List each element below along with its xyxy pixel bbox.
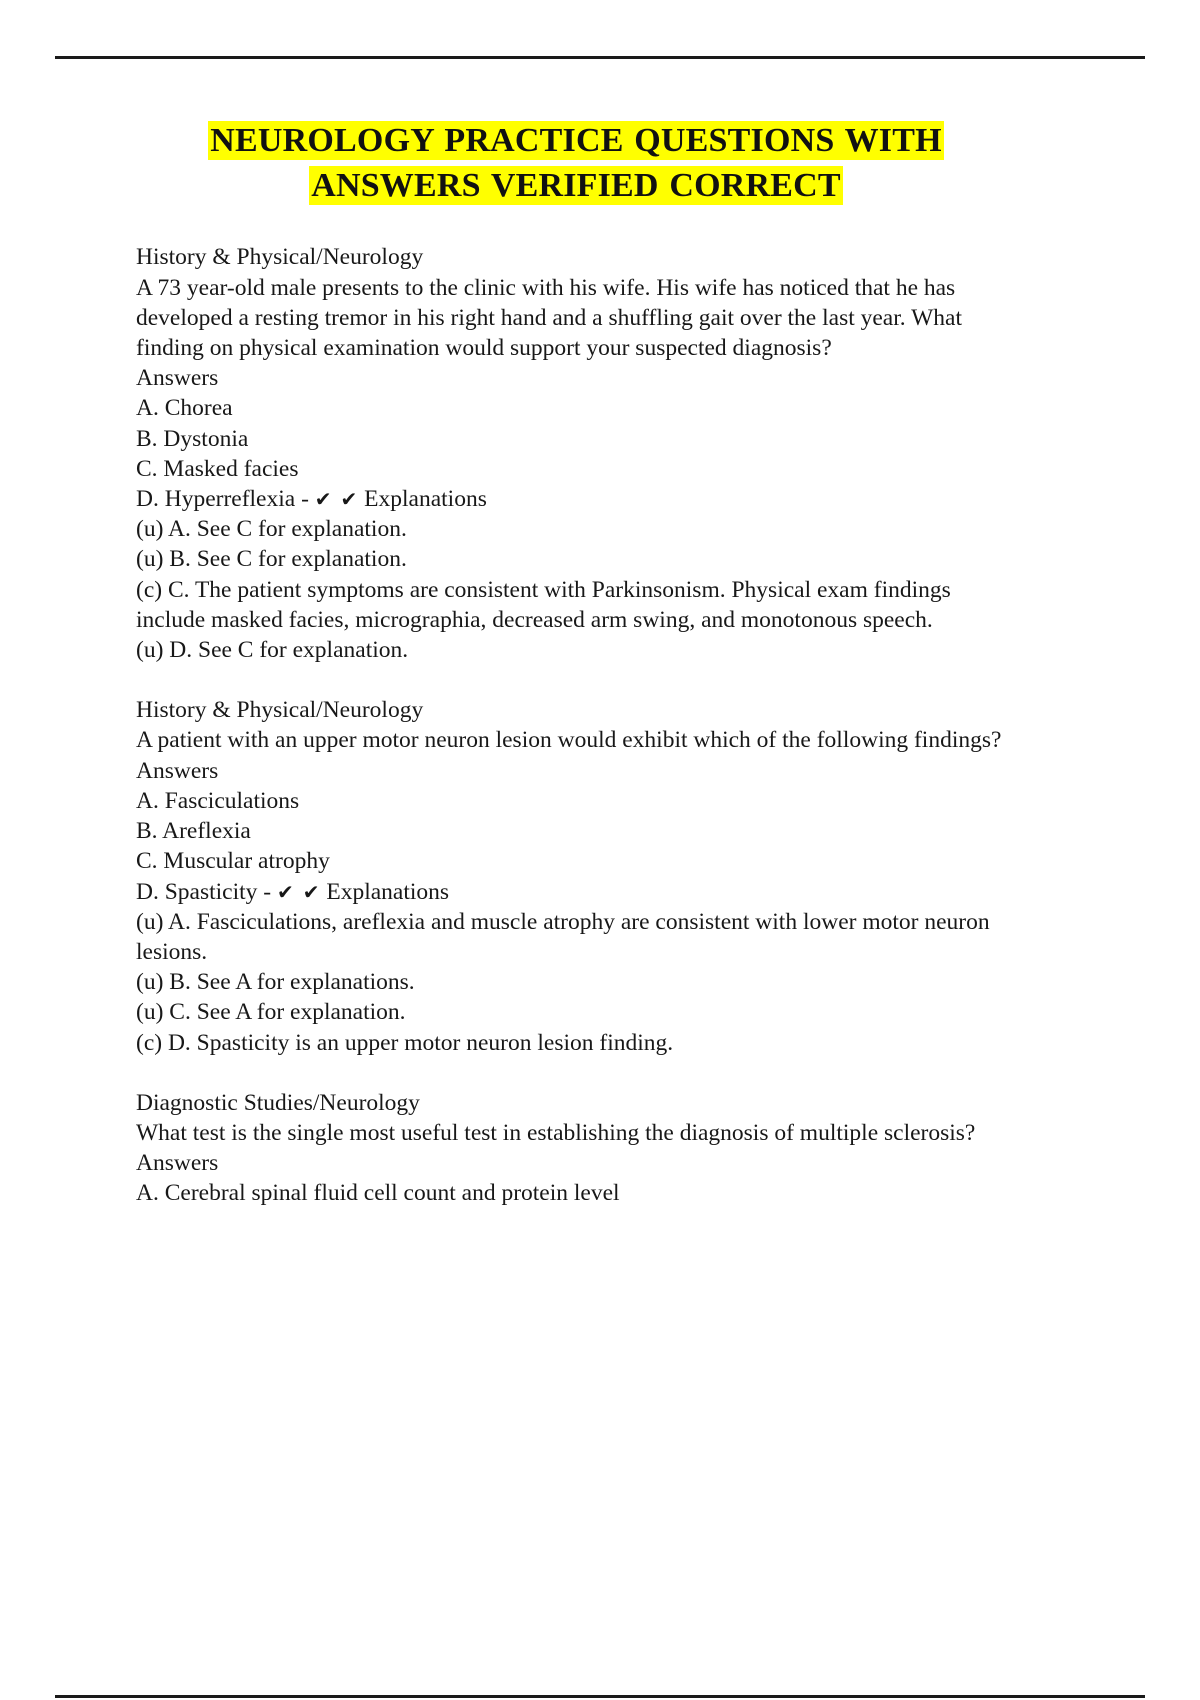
question-block — [136, 695, 1016, 1057]
check-icon: ✔ ✔ — [277, 879, 321, 904]
check-icon: ✔ ✔ — [314, 487, 359, 512]
explanation-line: (u) B. See A for explanations. — [136, 969, 415, 996]
page-title — [136, 118, 1016, 208]
explanations-label: Explanations — [320, 878, 450, 905]
page-top-rule — [55, 56, 1145, 59]
title-line-1: NEUROLOGY PRACTICE QUESTIONS WITH — [210, 122, 942, 159]
answer-option-text: D. Spasticity - — [136, 878, 277, 905]
question-category: Diagnostic Studies/Neurology — [136, 1089, 420, 1116]
question-block — [136, 242, 1016, 665]
answer-option-text: D. Hyperreflexia - — [136, 486, 315, 513]
answer-option[interactable]: A. Fasciculations — [136, 787, 300, 814]
answer-option[interactable]: B. Dystonia — [136, 425, 249, 452]
answer-option[interactable]: A. Chorea — [136, 395, 233, 422]
question-category: History & Physical/Neurology — [136, 244, 424, 271]
answers-label: Answers — [136, 1150, 219, 1177]
answer-option[interactable]: A. Cerebral spinal fluid cell count and protein level — [136, 1180, 620, 1207]
explanation-line: (u) C. See A for explanation. — [136, 999, 406, 1026]
answer-option[interactable]: C. Masked facies — [136, 455, 299, 482]
explanations-label: Explanations — [358, 486, 487, 513]
question-block — [136, 1088, 1016, 1209]
answer-option-marked[interactable] — [136, 484, 1016, 514]
answer-option-marked[interactable] — [136, 877, 1016, 907]
answer-option[interactable]: C. Muscular atrophy — [136, 848, 330, 875]
answers-label: Answers — [136, 757, 219, 784]
question-stem: A 73 year-old male presents to the clinic with his wife. His wife has noticed that he has developed a resting tremor in his right hand and a shuffling gait over the last year. What finding on physical examination would support your suspected diagnosis? — [136, 274, 968, 362]
answers-label: Answers — [136, 365, 219, 392]
explanation-line: (u) A. Fasciculations, areflexia and muscle atrophy are consistent with lower motor neuron lesions. — [136, 908, 996, 965]
explanation-line: (u) D. See C for explanation. — [136, 637, 409, 664]
explanation-line: (u) B. See C for explanation. — [136, 546, 407, 573]
explanation-line: (u) A. See C for explanation. — [136, 516, 407, 543]
title-line-2: ANSWERS VERIFIED CORRECT — [311, 167, 841, 205]
explanation-line: (c) C. The patient symptoms are consistent with Parkinsonism. Physical exam findings include masked facies, micrographia, decreased arm swing, and monotonous speech. — [136, 576, 957, 633]
question-category: History & Physical/Neurology — [136, 697, 424, 724]
explanation-line: (c) D. Spasticity is an upper motor neuron lesion finding. — [136, 1029, 674, 1056]
question-stem: A patient with an upper motor neuron lesion would exhibit which of the following findings? — [136, 727, 1002, 754]
answer-option[interactable]: B. Areflexia — [136, 818, 251, 845]
document-content — [136, 118, 1016, 1209]
question-stem: What test is the single most useful test in establishing the diagnosis of multiple sclerosis? — [136, 1119, 976, 1146]
page-bottom-rule — [55, 1695, 1145, 1698]
